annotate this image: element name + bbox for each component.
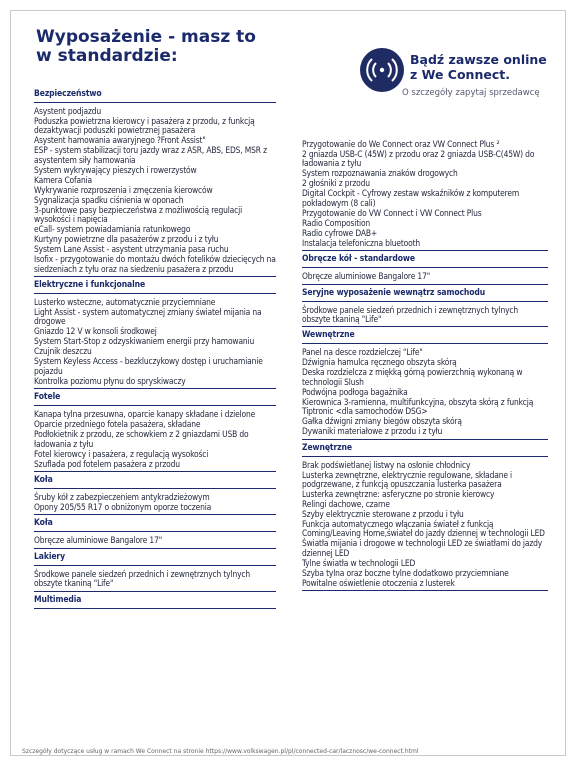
feature-item: Przygotowanie do VW Connect i VW Connect Plus	[302, 207, 482, 218]
feature-item: Instalacja telefoniczna bluetooth	[302, 237, 421, 248]
section-divider	[34, 548, 276, 549]
section-fotele	[34, 392, 276, 472]
feature-item: System wykrywający pieszych i rowerzystów	[34, 164, 197, 175]
feature-item: Przygotowanie do We Connect oraz VW Connect Plus ²	[302, 139, 500, 149]
promo-line1: Bądź zawsze online	[410, 52, 547, 67]
section-ko-a	[34, 475, 276, 515]
section-divider	[34, 591, 276, 592]
feature-item: Isofix - przygotowanie do montażu dwóch fotelików dziecięcych na siedzeniach z tyłu oraz na siedzeniu pasażera z przodu	[34, 254, 276, 274]
section-elektryczne-i-funkcjonalne	[34, 280, 276, 389]
feature-item: Dźwignia hamulca ręcznego obszyta skórą	[302, 357, 457, 368]
promo-subtext: O szczegóły zapytaj sprzedawcę	[402, 88, 540, 98]
feature-item: Powitalne oświetlenie otoczenia z lusterek	[302, 577, 455, 588]
page-title-line1: Wyposażenie - masz to	[36, 27, 256, 47]
feature-item: Light Assist - system automatycznej zmiany świateł mijania na drogowe	[34, 307, 262, 327]
feature-item: Relingi dachowe, czarne	[302, 499, 390, 510]
feature-item: Kamera Cofania	[34, 174, 93, 185]
feature-item: Digital Cockpit - Cyfrowy zestaw wskaźników z komputerem pokładowym (8 cali)	[302, 188, 520, 208]
section-divider	[34, 471, 276, 472]
feature-item: Środkowe panele siedzeń przednich i zewnętrznych tylnych obszyte tkaniną "Life"	[34, 568, 250, 589]
feature-item: Radio Composition	[302, 217, 371, 228]
feature-item: Kanapa tylna przesuwna, oparcie kanapy składane i dzielone	[34, 409, 256, 420]
feature-item: Podwójna podłoga bagażnika	[302, 386, 408, 397]
feature-item: Brak podświetlanej listwy na osłonie chłodnicy	[302, 459, 471, 470]
feature-item: Oparcie przedniego fotela pasażera, składane	[34, 419, 201, 430]
feature-item: System rozpoznawania znaków drogowych	[302, 168, 458, 179]
page-title-line2: w standardzie:	[36, 46, 178, 66]
feature-item: Poduszka powietrzna kierowcy i pasażera z przodu, z funkcją dezaktywacji poduszki powietrznej pasażera	[34, 116, 255, 136]
feature-item: Szyba tylna oraz boczne tylne dodatkowo przyciemniane	[302, 567, 509, 578]
section-zewnetrzne	[302, 443, 548, 592]
feature-item: Kontrolka poziomu płynu do spryskiwaczy	[34, 375, 186, 386]
feature-item: 2 gniazda USB-C (45W) z przodu oraz 2 gniazda USB-C(45W) do ładowania z tyłu	[302, 149, 535, 169]
feature-item: Opony 205/55 R17 o obniżonym oporze toczenia	[34, 502, 212, 513]
feature-item: Sygnalizacja spadku ciśnienia w oponach	[34, 194, 184, 205]
feature-item: Kierownica 3-ramienna, multifunkcyjna, obszyta skórą z funkcją Tiptronic <dla samochodów DSG>	[302, 396, 534, 417]
section-heading: Multimedia	[34, 595, 276, 609]
section-heading: Bezpieczeństwo	[34, 89, 276, 103]
section-heading: Obręcze kół - standardowe	[302, 254, 548, 268]
feature-item: Obręcze aluminiowe Bangalore 17"	[34, 535, 163, 546]
feature-item: Lusterka zewnętrzne: asferyczne po stronie kierowcy	[302, 489, 495, 500]
section-divider	[302, 284, 548, 285]
feature-item: Wykrywanie rozproszenia i zmęczenia kierowców	[34, 184, 213, 195]
section-divider	[34, 388, 276, 389]
page-title	[36, 28, 256, 66]
section-divider	[302, 250, 548, 251]
feature-item: Asystent hamowania awaryjnego ?Front Assist"	[34, 135, 206, 146]
section-heading: Koła	[34, 518, 276, 532]
feature-item: Kurtyny powietrzne dla pasażerów z przodu i z tyłu	[34, 234, 219, 245]
feature-item: Deska rozdzielcza z miękką górną powierzchnią wykonaną w technologii Slush	[302, 367, 523, 387]
section-divider	[302, 326, 548, 327]
feature-item: Lusterko wsteczne, automatycznie przyciemniane	[34, 297, 216, 308]
feature-item: Tylne światła w technologii LED	[302, 557, 416, 568]
feature-item: Panel na desce rozdzielczej "Life"	[302, 347, 423, 358]
feature-item: Gniazdo 12 V w konsoli środkowej	[34, 326, 157, 337]
feature-item: ESP - system stabilizacji toru jazdy wraz z ASR, ABS, EDS, MSR z asystentem siły hamowania	[34, 145, 267, 165]
section-multimedia	[34, 595, 276, 609]
section-bezpieczenstwo	[34, 89, 276, 277]
feature-item: Środkowe panele siedzeń przednich i zewnętrznych tylnych obszyte tkaniną "Life"	[302, 304, 518, 325]
feature-item: Radio cyfrowe DAB+	[302, 227, 378, 238]
feature-item: Gałka dźwigni zmiany biegów obszyta skórą	[302, 416, 462, 427]
section-heading: Wewnętrzne	[302, 330, 548, 344]
promo-line2: z We Connect.	[410, 67, 510, 82]
section-divider	[302, 590, 548, 591]
feature-item: Światła mijania i drogowe w technologii LED ze światłami do jazdy dziennej LED	[302, 538, 543, 558]
right-column	[302, 140, 548, 594]
we-connect-promo	[410, 52, 547, 82]
section-seryjne-wyposazenie-wewnatrz-samochodu	[302, 288, 548, 328]
feature-item: Obręcze aluminiowe Bangalore 17"	[302, 271, 431, 282]
feature-item: Fotel kierowcy i pasażera, z regulacją wysokości	[34, 448, 209, 459]
feature-item: Śruby kół z zabezpieczeniem antykradzieżowym	[34, 492, 210, 503]
section-divider	[302, 439, 548, 440]
section-obrecze-ko-standardowe	[302, 254, 548, 284]
section-heading: Seryjne wyposażenie wewnątrz samochodu	[302, 288, 548, 302]
section-unnamed	[302, 140, 548, 251]
feature-item: eCall- system powiadamiania ratunkowego	[34, 224, 191, 235]
feature-item: Funkcja automatycznego włączania świateł z funkcją Coming/Leaving Home,świateł do jazdy dziennej w technologii LED	[302, 519, 545, 539]
left-column	[34, 86, 276, 613]
feature-item: System Keyless Access - bezkluczykowy dostęp i uruchamianie pojazdu	[34, 356, 263, 376]
section-heading: Zewnętrzne	[302, 443, 548, 457]
footnote: Szczegóły dotyczące usług w ramach We Connect na stronie https://www.volkswagen.pl/pl/connected-car/lacznosc/we-connect.html	[22, 748, 419, 755]
feature-item: Szuflada pod fotelem pasażera z przodu	[34, 458, 180, 469]
section-divider	[34, 276, 276, 277]
feature-item: System Lane Assist - asystent utrzymania pasa ruchu	[34, 244, 229, 255]
we-connect-logo-icon	[360, 48, 404, 92]
section-divider	[34, 514, 276, 515]
section-ko-a	[34, 518, 276, 548]
section-lakiery	[34, 552, 276, 592]
section-heading: Fotele	[34, 392, 276, 406]
section-wewnetrzne	[302, 330, 548, 439]
feature-item: 3-punktowe pasy bezpieczeństwa z możliwością regulacji wysokości i napięcia	[34, 204, 243, 225]
feature-item: Szyby elektrycznie sterowane z przodu i tyłu	[302, 509, 464, 520]
section-heading: Lakiery	[34, 552, 276, 566]
section-heading: Koła	[34, 475, 276, 489]
section-heading: Elektryczne i funkcjonalne	[34, 280, 276, 294]
feature-item: Dywaniki materiałowe z przodu i z tyłu	[302, 426, 443, 437]
feature-item: Lusterka zewnętrzne, elektrycznie regulowane, składane i podgrzewane, z funkcją opuszczania lusterka pasażera	[302, 469, 512, 490]
feature-item: Podłokietnik z przodu, ze schowkiem z 2 gniazdami USB do ładowania z tyłu	[34, 429, 249, 449]
feature-item: System Start-Stop z odzyskiwaniem energii przy hamowaniu	[34, 336, 255, 347]
feature-item: 2 głośniki z przodu	[302, 178, 370, 189]
feature-item: Czujnik deszczu	[34, 346, 92, 357]
feature-item: Asystent podjazdu	[34, 106, 102, 116]
